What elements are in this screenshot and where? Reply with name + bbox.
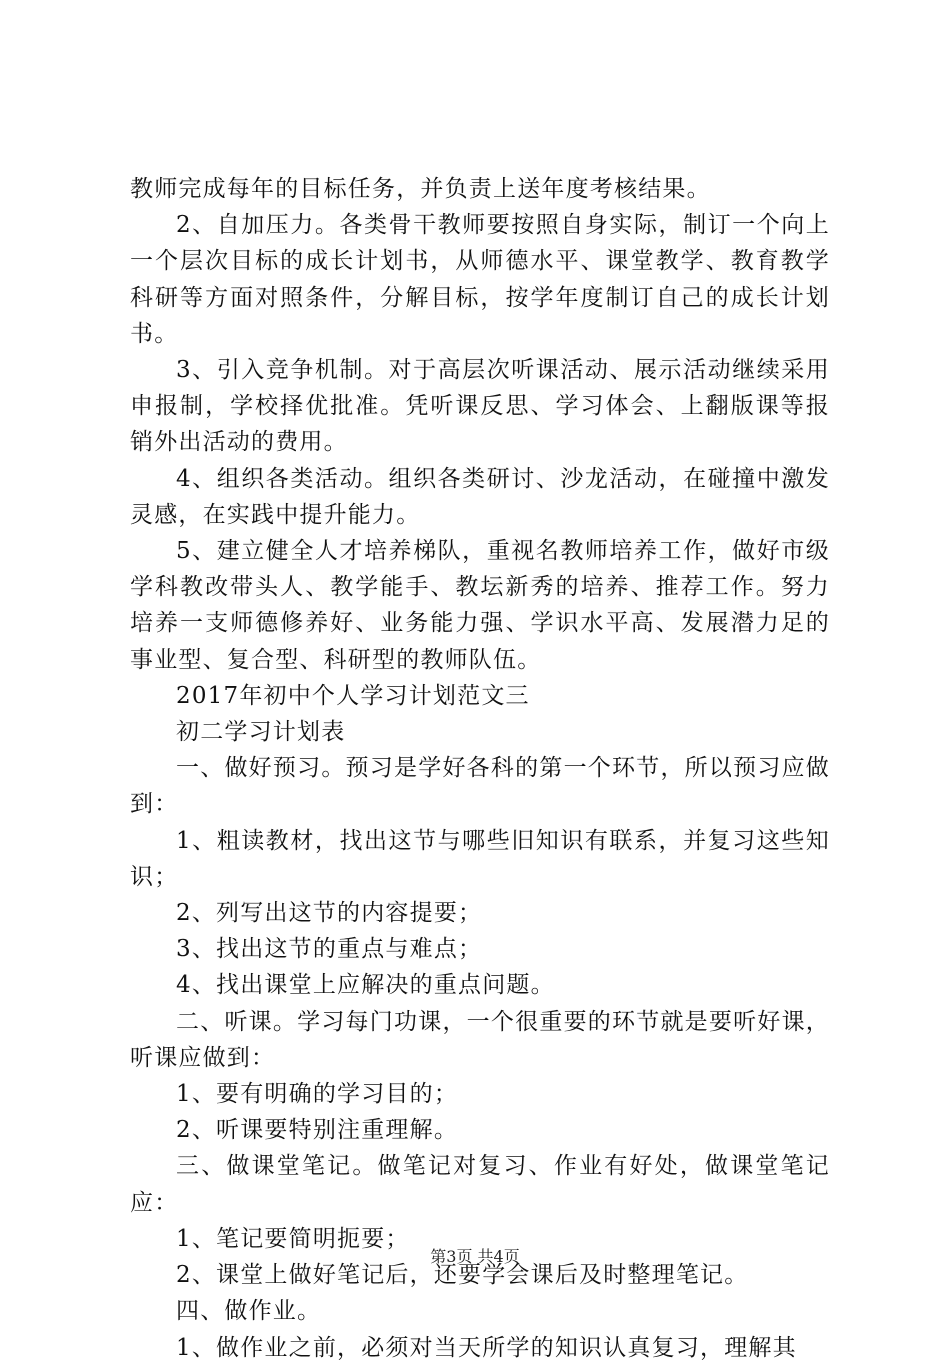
- page-number-label: 第3页 共4页: [430, 1247, 520, 1266]
- paragraph-preview: 一、做好预习。预习是学好各科的第一个环节，所以预习应做到：: [130, 755, 830, 818]
- section-heading: 2017年初中个人学习计划范文三: [176, 682, 530, 709]
- paragraph-item-5: 5、建立健全人才培养梯队，重视名教师培养工作，做好市级学科教改带头人、教学能手、教坛新秀的培养、推荐工作。努力培养一支师德修养好、业务能力强、学识水平高、发展潜力足的事业型、复合型、科研型的教师队伍。: [130, 538, 830, 673]
- paragraph-listening: 二、听课。学习每门功课，一个很重要的环节就是要听好课，听课应做到：: [130, 1008, 830, 1071]
- paragraph-continuation: 教师完成每年的目标任务，并负责上送年度考核结果。: [130, 176, 711, 202]
- paragraph-preview-3: 3、找出这节的重点与难点；: [176, 936, 483, 963]
- paragraph-homework: 四、做作业。: [176, 1298, 322, 1325]
- paragraph-homework-1: 1、做作业之前，必须对当天所学的知识认真复习，理解其: [176, 1334, 797, 1361]
- paragraph-listening-2: 2、听课要特别注重理解。: [176, 1117, 459, 1144]
- paragraph-item-2: 2、自加压力。各类骨干教师要按照自身实际，制订一个向上一个层次目标的成长计划书，从师德水平、课堂教学、教育教学科研等方面对照条件，分解目标，按学年度制订自己的成长计划书。: [130, 212, 830, 347]
- paragraph-notes-1: 1、笔记要简明扼要；: [176, 1225, 410, 1252]
- paragraph-preview-1: 1、粗读教材，找出这节与哪些旧知识有联系，并复习这些知识；: [130, 827, 830, 890]
- paragraph-preview-4: 4、找出课堂上应解决的重点问题。: [176, 972, 555, 999]
- page-footer: [0, 1244, 950, 1267]
- paragraph-notes: 三、做课堂笔记。做笔记对复习、作业有好处，做课堂笔记应：: [130, 1153, 830, 1216]
- paragraph-preview-2: 2、列写出这节的内容提要；: [176, 900, 483, 927]
- section-subheading: 初二学习计划表: [176, 719, 346, 746]
- paragraph-listening-1: 1、要有明确的学习目的；: [176, 1081, 459, 1108]
- paragraph-item-3: 3、引入竞争机制。对于高层次听课活动、展示活动继续采用申报制，学校择优批准。凭听课反思、学习体会、上翻版课等报销外出活动的费用。: [130, 357, 830, 456]
- paragraph-item-4: 4、组织各类活动。组织各类研讨、沙龙活动，在碰撞中激发灵感，在实践中提升能力。: [130, 465, 830, 528]
- paragraph-notes-2: 2、课堂上做好笔记后，还要学会课后及时整理笔记。: [176, 1262, 749, 1289]
- document-body: [130, 171, 830, 1366]
